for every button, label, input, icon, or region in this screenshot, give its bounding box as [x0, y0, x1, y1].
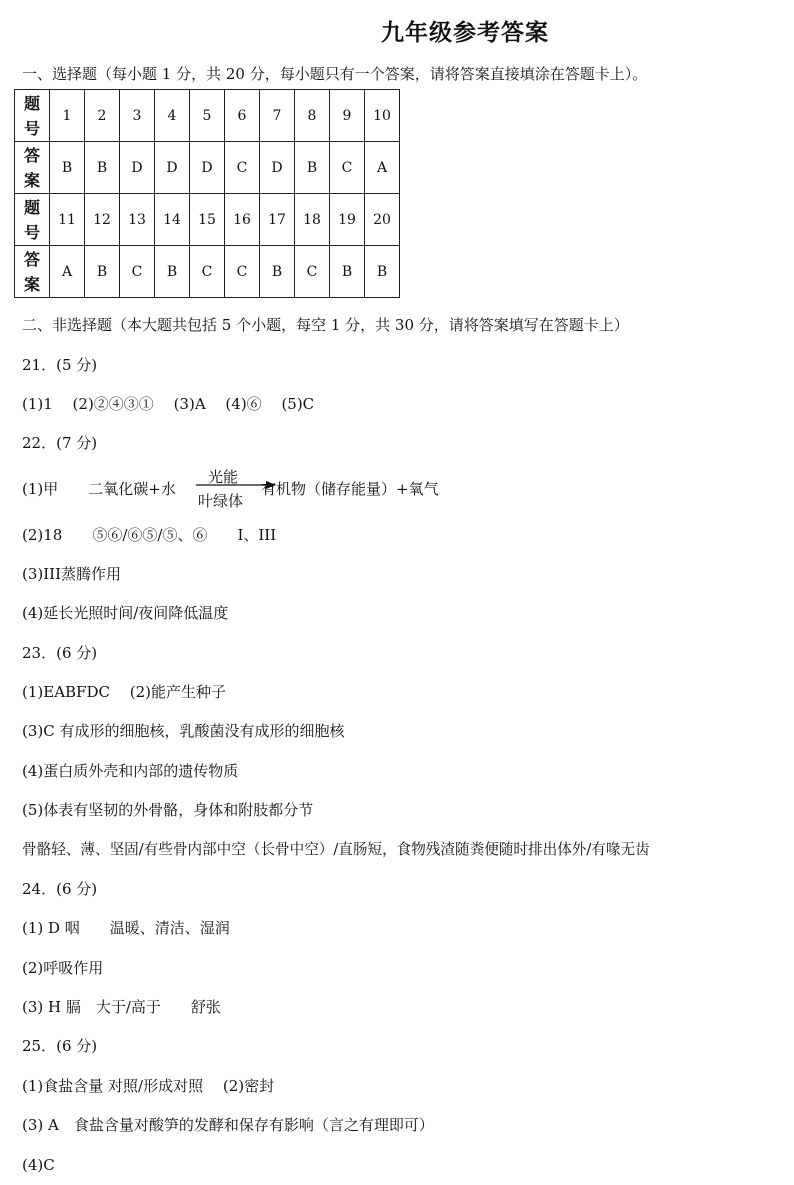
q22-answer-1-prefix: (1)甲 二氧化碳+水 [22, 480, 176, 498]
table-cell: 13 [120, 194, 155, 246]
table-cell: 17 [260, 194, 295, 246]
table-cell: D [190, 142, 225, 194]
q23-answer-1: (1)EABFDC (2)能产生种子 [22, 683, 226, 701]
answer-table [14, 89, 400, 298]
table-cell: 15 [190, 194, 225, 246]
table-cell: C [190, 246, 225, 298]
q25-heading: 25．(6 分) [22, 1037, 98, 1055]
table-cell: 7 [260, 90, 295, 142]
table-cell: B [85, 246, 120, 298]
table-cell: D [120, 142, 155, 194]
q22-heading: 22．(7 分) [22, 434, 98, 452]
section-2-heading: 二、非选择题（本大题共包括 5 个小题，每空 1 分，共 30 分，请将答案填写在答题卡上） [22, 316, 629, 334]
table-cell: 3 [120, 90, 155, 142]
table-row-answer-1 [15, 142, 400, 194]
table-cell: B [155, 246, 190, 298]
table-cell: B [85, 142, 120, 194]
table-cell: 4 [155, 90, 190, 142]
arrow-condition-light: 光能 [208, 468, 239, 486]
q22-answer-2: (2)18 ⑤⑥/⑥⑤/⑤、⑥ I、III [22, 526, 277, 544]
arrow-condition-chloroplast: 叶绿体 [198, 492, 244, 510]
table-cell: 9 [330, 90, 365, 142]
table-cell: B [295, 142, 330, 194]
q22-answer-4: (4)延长光照时间/夜间降低温度 [22, 604, 229, 622]
table-cell: D [260, 142, 295, 194]
q22-answer-3: (3)III蒸腾作用 [22, 565, 122, 583]
table-cell: B [50, 142, 85, 194]
table-cell: 11 [50, 194, 85, 246]
table-cell: D [155, 142, 190, 194]
table-cell: A [365, 142, 400, 194]
label-answer: 答 案 [15, 246, 50, 298]
table-cell: 20 [365, 194, 400, 246]
table-cell: C [330, 142, 365, 194]
table-cell: C [225, 246, 260, 298]
table-cell: 6 [225, 90, 260, 142]
table-row-question-1 [15, 90, 400, 142]
table-cell: 10 [365, 90, 400, 142]
table-cell: B [260, 246, 295, 298]
table-cell: 18 [295, 194, 330, 246]
table-cell: C [225, 142, 260, 194]
q23-answer-4: (4)蛋白质外壳和内部的遗传物质 [22, 762, 239, 780]
q21-heading: 21．(5 分) [22, 356, 98, 374]
q25-answer-4: (4)C [22, 1156, 55, 1174]
table-cell: 19 [330, 194, 365, 246]
q23-answer-3: (3)C 有成形的细胞核，乳酸菌没有成形的细胞核 [22, 722, 345, 740]
q22-answer-1-product: 有机物（储存能量）+氧气 [261, 480, 439, 498]
section-1-heading: 一、选择题（每小题 1 分，共 20 分，每小题只有一个答案，请将答案直接填涂在答题卡上）。 [22, 65, 648, 83]
table-cell: 8 [295, 90, 330, 142]
q24-answer-2: (2)呼吸作用 [22, 959, 104, 977]
table-cell: 2 [85, 90, 120, 142]
q24-answer-1: (1) D 咽 温暖、清洁、湿润 [22, 919, 230, 937]
q24-answer-3: (3) H 膈 大于/高于 舒张 [22, 998, 221, 1016]
q21-answers: (1)1 (2)②④③① (3)A (4)⑥ (5)C [22, 395, 315, 413]
page-title: 九年级参考答案 [381, 20, 549, 46]
q23-answer-5: (5)体表有坚韧的外骨骼，身体和附肢都分节 [22, 801, 314, 819]
q23-heading: 23．(6 分) [22, 644, 98, 662]
label-question-number: 题 号 [15, 194, 50, 246]
table-cell: 12 [85, 194, 120, 246]
table-cell: 5 [190, 90, 225, 142]
label-answer: 答 案 [15, 142, 50, 194]
table-cell: C [120, 246, 155, 298]
table-cell: 14 [155, 194, 190, 246]
table-cell: B [365, 246, 400, 298]
q25-answer-1: (1)食盐含量 对照/形成对照 (2)密封 [22, 1077, 275, 1095]
table-cell: A [50, 246, 85, 298]
table-cell: C [295, 246, 330, 298]
table-row-answer-2 [15, 246, 400, 298]
q23-answer-6: 骨骼轻、薄、坚固/有些骨内部中空（长骨中空）/直肠短，食物残渣随粪便随时排出体外/有喙无齿 [22, 841, 650, 858]
table-cell: 1 [50, 90, 85, 142]
table-cell: 16 [225, 194, 260, 246]
table-cell: B [330, 246, 365, 298]
table-row-question-2 [15, 194, 400, 246]
q25-answer-3: (3) A 食盐含量对酸笋的发酵和保存有影响（言之有理即可） [22, 1116, 434, 1134]
q24-heading: 24．(6 分) [22, 880, 98, 898]
label-question-number: 题 号 [15, 90, 50, 142]
